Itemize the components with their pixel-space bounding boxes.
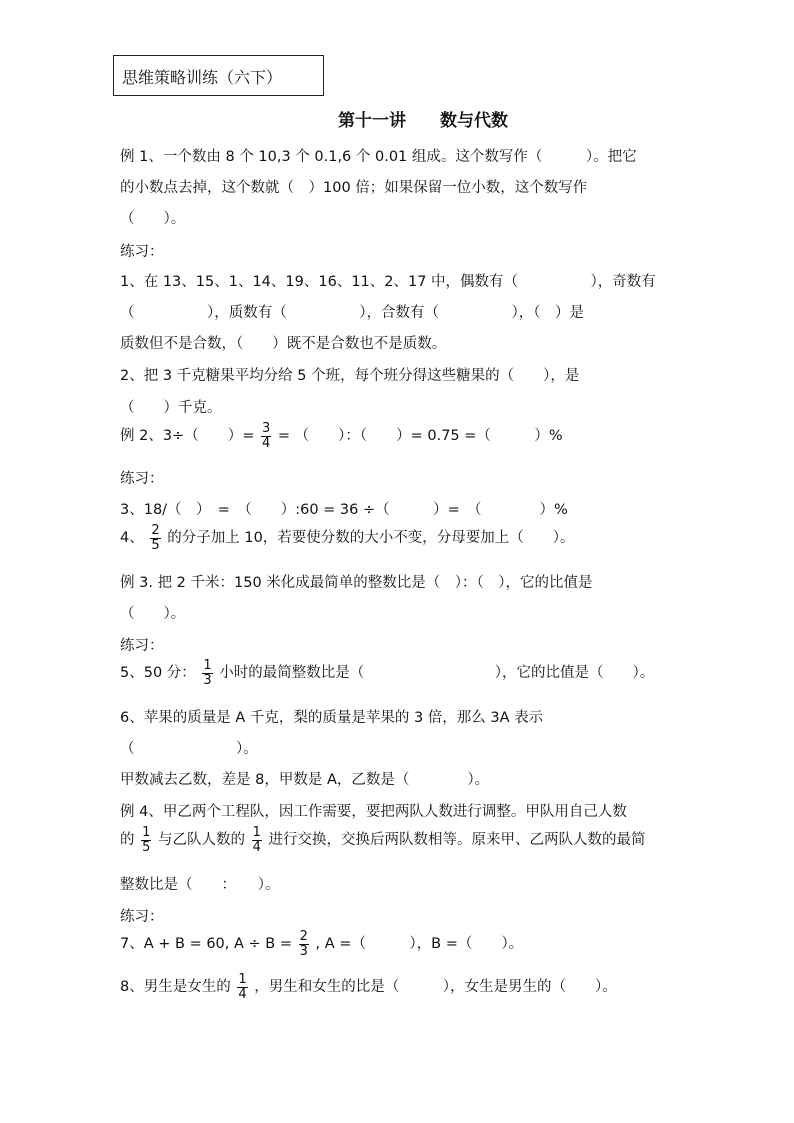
question-5-prefix: 5、50 分： (120, 665, 196, 682)
fraction-numerator: 1 (238, 972, 247, 987)
example-1-line-1: 例 1、一个数由 8 个 10,3 个 0.1,6 个 0.01 组成。这个数写作（ ）。把它 (120, 149, 637, 165)
fraction-denominator: 4 (261, 435, 271, 451)
fraction-numerator: 1 (252, 825, 261, 840)
question-8 (120, 973, 617, 1001)
example-4-line-3: 整数比是（ ： ）。 (120, 877, 280, 893)
practice-label-1: 练习： (120, 244, 164, 260)
fraction-numerator: 1 (203, 658, 212, 673)
fraction-3-4 (261, 422, 271, 450)
question-6-line-1: 6、苹果的质量是 A 千克，梨的质量是苹果的 3 倍，那么 3A 表示 (120, 710, 544, 726)
fraction-denominator: 4 (252, 839, 261, 855)
course-title: 思维策略训练（六下） (122, 68, 283, 87)
example-4-text: 进行交换，交换后两队数相等。原来甲、乙两队人数的最简 (268, 832, 646, 849)
question-6-line-2: （ ）。 (120, 741, 258, 757)
question-1-line-3: 质数但不是合数，（ ）既不是合数也不是质数。 (120, 336, 447, 352)
fraction-numerator: 1 (142, 825, 151, 840)
question-7-prefix: 7、A + B = 60, A ÷ B = (120, 936, 297, 953)
practice-label-4: 练习： (120, 909, 164, 925)
fraction-1-3 (202, 659, 212, 687)
question-5 (120, 659, 654, 687)
fraction-numerator: 2 (151, 523, 160, 538)
question-7 (120, 930, 523, 958)
question-4-suffix: 的分子加上 10，若要使分数的大小不变，分母要加上（ ）。 (167, 530, 575, 547)
example-2-suffix: = （ ）：（ ）= 0.75 =（ ）% (277, 428, 563, 445)
question-8-prefix: 8、男生是女生的 (120, 979, 231, 996)
example-4-line-1: 例 4、甲乙两个工程队，因工作需要，要把两队人数进行调整。甲队用自己人数 (120, 804, 627, 820)
fraction-denominator: 3 (203, 672, 212, 688)
question-4 (120, 524, 575, 552)
question-5-suffix: 小时的最简整数比是（ ），它的比值是（ ）。 (219, 665, 655, 682)
fraction-denominator: 3 (299, 943, 308, 959)
fraction-numerator: 2 (299, 929, 308, 944)
fraction-numerator: 3 (261, 421, 271, 436)
example-1-line-2: 的小数点去掉，这个数就（ ）100 倍；如果保留一位小数，这个数写作 (120, 180, 588, 196)
course-header-box (113, 55, 324, 96)
question-1-line-1: 1、在 13、15、1、14、19、16、11、2、17 中，偶数有（ ），奇数有 (120, 274, 656, 290)
fraction-denominator: 5 (142, 839, 151, 855)
question-6-line-3: 甲数减去乙数，差是 8，甲数是 A，乙数是（ ）。 (120, 772, 490, 788)
question-2-line-1: 2、把 3 千克糖果平均分给 5 个班，每个班分得这些糖果的（ ），是 (120, 368, 580, 384)
fraction-1-4 (237, 973, 247, 1001)
example-2-prefix: 例 2、3÷（ ）= (120, 428, 259, 445)
example-3-line-1: 例 3. 把 2 千米：150 米化成最简单的整数比是（ ）：（ ），它的比值是 (120, 575, 593, 591)
lesson-title: 第十一讲 数与代数 (338, 111, 508, 131)
question-8-suffix: ，男生和女生的比是（ ），女生是男生的（ ）。 (254, 979, 617, 996)
question-3: 3、18/（ ） = （ ）:60 = 36 ÷（ ）= （ ）% (120, 502, 568, 518)
example-4-text: 的 (120, 832, 135, 849)
example-3-line-2: （ ）。 (120, 606, 186, 622)
example-2 (120, 422, 563, 450)
fraction-2-5 (150, 524, 160, 552)
fraction-1-5 (141, 826, 151, 854)
fraction-2-3 (299, 930, 309, 958)
question-2-line-2: （ ）千克。 (120, 400, 222, 416)
question-1-line-2: （ ），质数有（ ），合数有（ ），（ ）是 (120, 305, 584, 321)
question-7-suffix: , A =（ ），B =（ ）。 (315, 936, 524, 953)
example-4-line-2 (120, 826, 646, 854)
question-4-prefix: 4、 (120, 530, 144, 547)
fraction-denominator: 4 (238, 986, 247, 1002)
practice-label-2: 练习： (120, 471, 164, 487)
example-4-text: 与乙队人数的 (158, 832, 245, 849)
fraction-denominator: 5 (151, 537, 160, 553)
fraction-1-4 (252, 826, 262, 854)
practice-label-3: 练习： (120, 638, 164, 654)
example-1-line-3: （ ）。 (120, 211, 186, 227)
